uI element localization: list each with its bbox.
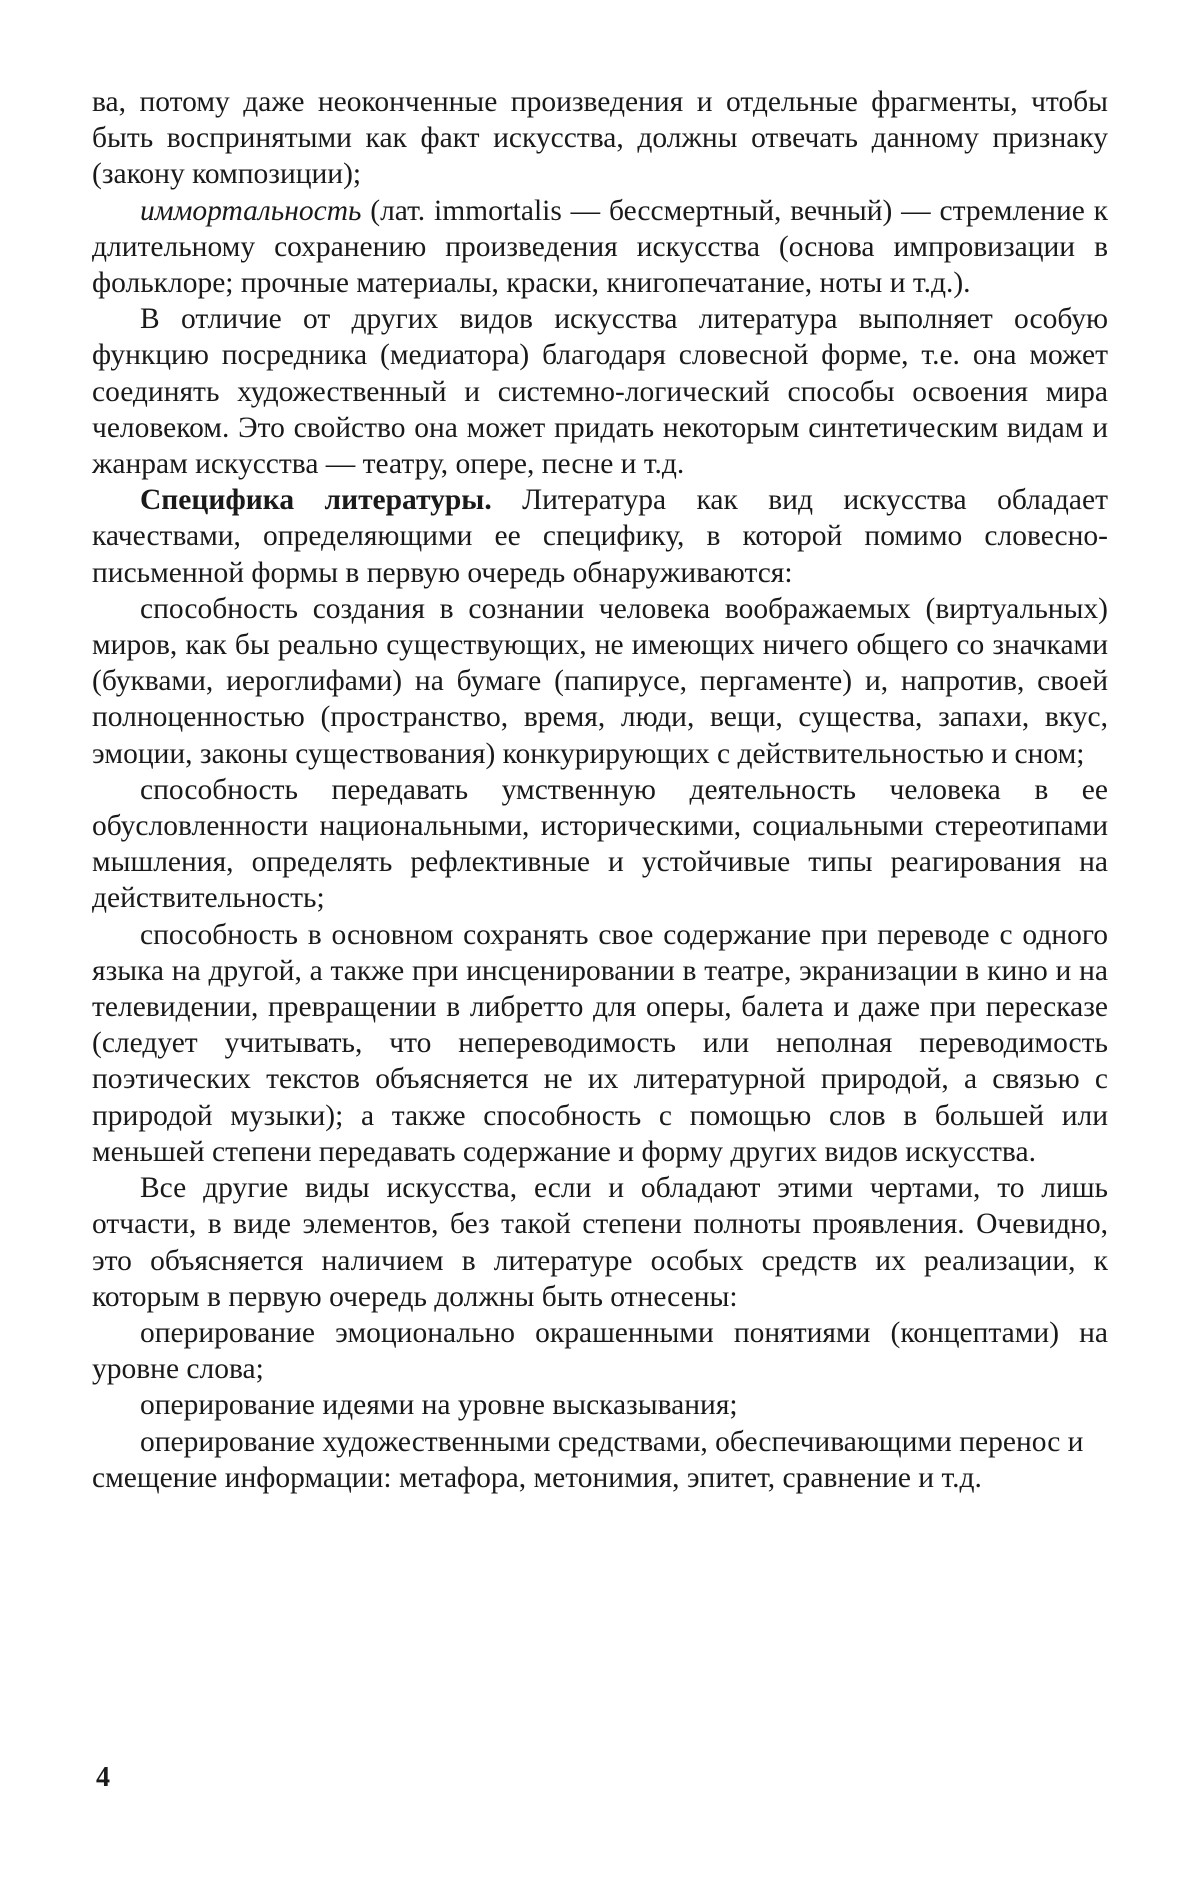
- list-item-concepts: [92, 1315, 1108, 1387]
- list-item-ideas: [92, 1387, 1108, 1423]
- paragraph-text: оперирование идеями на уровне высказывания;: [140, 1389, 738, 1422]
- paragraph-text: способность в основном сохранять свое содержание при переводе с одного языка на другой, а также при инсценировании в театре, экранизации в кино и на телевидении, превращении в либретто для оперы, балета и даже при пересказе (следует учитывать, что непереводимость или неполная переводимость поэтических текстов объясняется не их литературной природой, а связью с природой музыки); а также способность с помощью слов в большей или меньшей степени передавать содержание и форму других видов искусства.: [92, 918, 1108, 1168]
- paragraph-mediator: [92, 301, 1108, 482]
- paragraph-immortality: [92, 193, 1108, 302]
- list-item-translation: [92, 917, 1108, 1170]
- paragraph-text: способность передавать умственную деятельность человека в ее обусловленности национальными, историческими, социальными стереотипами мышления, определять рефлективные и устойчивые типы реагирования на действительность;: [92, 773, 1108, 915]
- paragraph-text: ва, потому даже неоконченные произведения и отдельные фрагменты, чтобы быть воспринятыми как факт искусства, должны отвечать данному признаку (закону композиции);: [92, 86, 1108, 191]
- paragraph-text: оперирование художественными средствами, обеспечивающими перенос и смещение информации: метафора, метонимия, эпитет, сравнение и т.д.: [92, 1425, 1084, 1494]
- paragraph-text: оперирование эмоционально окрашенными понятиями (концептами) на уровне слова;: [92, 1316, 1108, 1386]
- term-immortality: иммортальность: [140, 194, 362, 227]
- page-number: 4: [96, 1762, 110, 1793]
- paragraph-specifics: [92, 482, 1108, 591]
- section-heading: Специфика литературы.: [140, 484, 492, 517]
- paragraph-text: способность создания в сознании человека воображаемых (виртуальных) миров, как бы реально существующих, не имеющих ничего общего со значками (буквами, иероглифами) на бумаге (папирусе, пергаменте) и, напротив, своей полноценностью (пространство, время, люди, вещи, существа, запахи, вкус, эмоции, законы существования) конкурирующих с действительностью и сном;: [92, 592, 1108, 770]
- paragraph-text: (лат. immortalis — бессмертный, вечный) — стремление к длительному сохранению произведения искусства (основа импровизации в фольклоре; прочные материалы, краски, книгопечатание, ноты и т.д.).: [92, 194, 1108, 300]
- list-item-mental-activity: [92, 772, 1108, 917]
- paragraph-text: Все другие виды искусства, если и обладают этими чертами, то лишь отчасти, в виде элементов, без такой степени полноты проявления. Очевидно, это объясняется наличием в литературе особых средств их реализации, к которым в первую очередь должны быть отнесены:: [92, 1172, 1108, 1313]
- paragraph-text: В отличие от других видов искусства литература выполняет особую функцию посредника (медиатора) благодаря словесной форме, т.е. она может соединять художественный и системно-логический способы освоения мира человеком. Это свойство она может придать некоторым синтетическим видам и жанрам искусства — театру, опере, песне и т.д.: [92, 303, 1108, 481]
- list-item-artistic-means: [92, 1424, 1108, 1496]
- list-item-virtual-worlds: [92, 591, 1108, 772]
- paragraph-other-arts: [92, 1170, 1108, 1315]
- paragraph-text: Литература как вид искусства обладает качествами, определяющими ее специфику, в которой помимо словесно-письменной формы в первую очередь обнаруживаются:: [92, 484, 1108, 589]
- page-body: [92, 84, 1108, 1496]
- paragraph-continuation: [92, 84, 1108, 193]
